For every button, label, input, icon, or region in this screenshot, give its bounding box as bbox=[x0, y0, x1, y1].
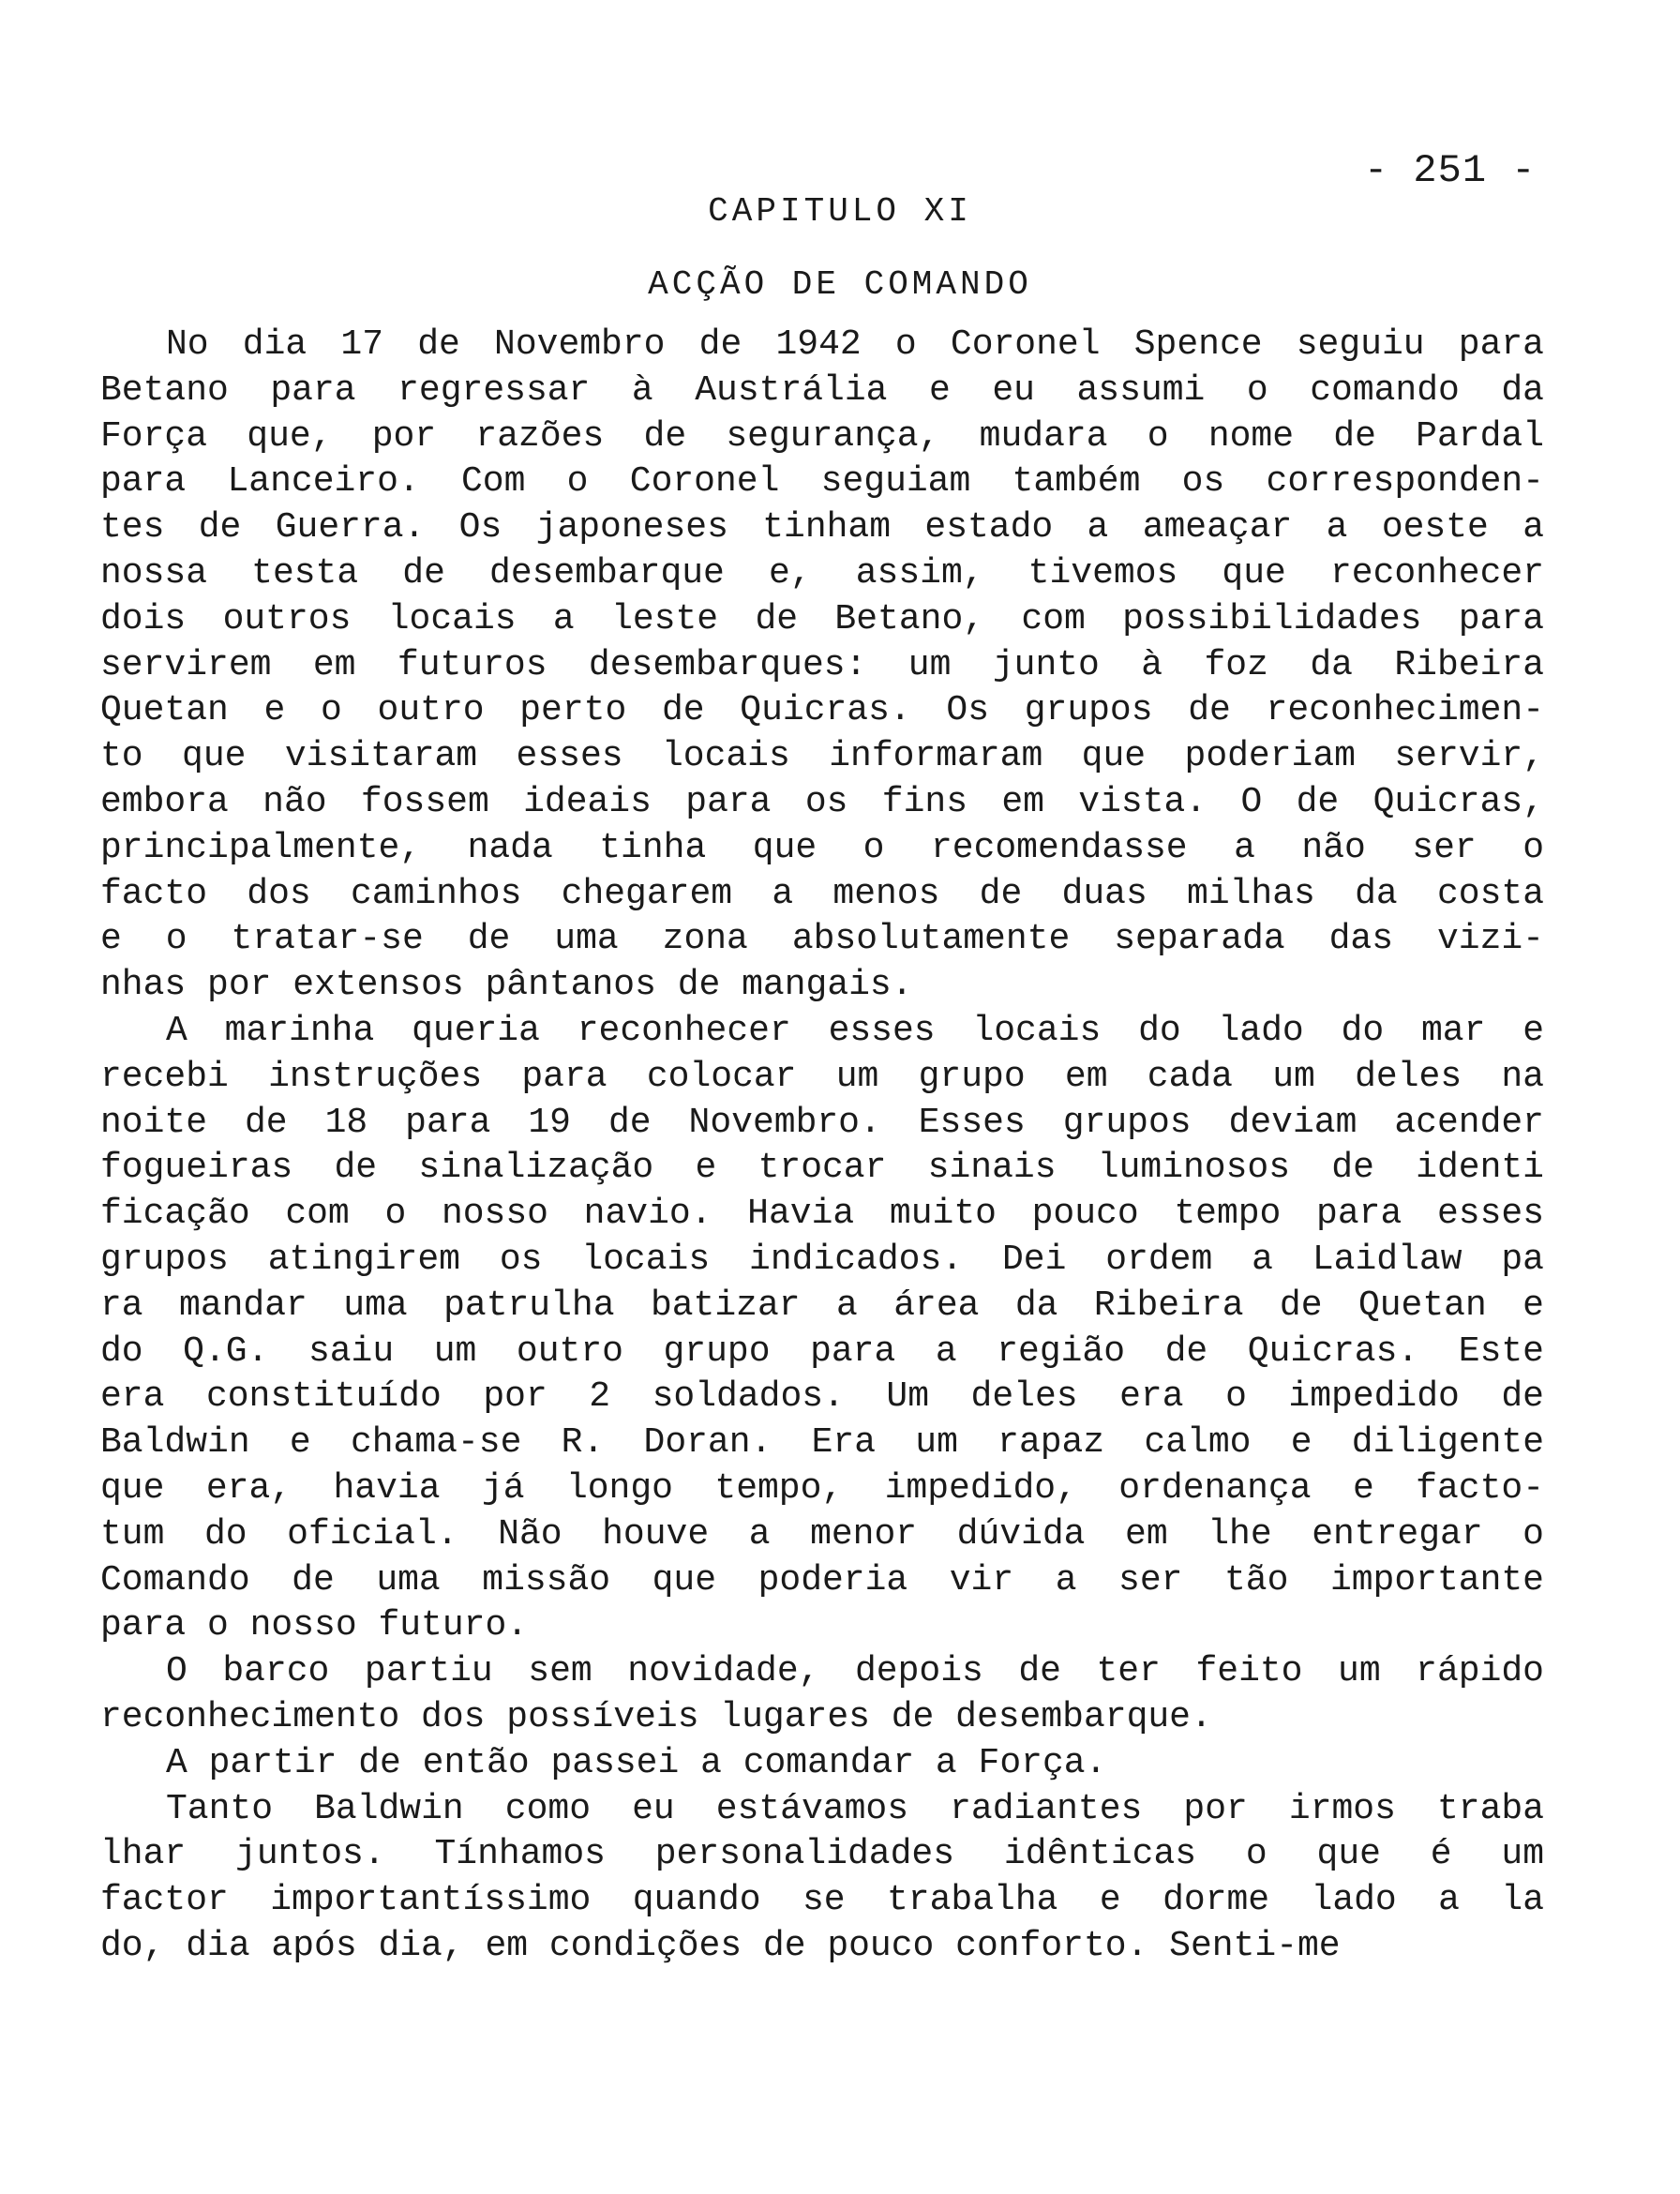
chapter-subtitle: ACÇÃO DE COMANDO bbox=[648, 265, 1032, 304]
text-line: lhar juntos. Tínhamos personalidades idênticas o que é um bbox=[100, 1834, 1544, 1875]
chapter-title: CAPITULO XI bbox=[708, 192, 972, 231]
text-line: dois outros locais a leste de Betano, com possibilidades para bbox=[100, 598, 1544, 639]
text-line: No dia 17 de Novembro de 1942 o Coronel Spence seguiu para bbox=[166, 324, 1544, 365]
text-line: to que visitaram esses locais informaram que poderiam servir, bbox=[100, 736, 1544, 777]
text-line: reconhecimento dos possíveis lugares de desembarque. bbox=[100, 1696, 1212, 1737]
text-line: O barco partiu sem novidade, depois de ter feito um rápido bbox=[166, 1651, 1544, 1692]
text-line: A marinha queria reconhecer esses locais do lado do mar e bbox=[166, 1010, 1544, 1051]
text-line: embora não fossem ideais para os fins em vista. O de Quicras, bbox=[100, 781, 1544, 822]
text-line: nhas por extensos pântanos de mangais. bbox=[100, 965, 913, 1006]
text-line: para o nosso futuro. bbox=[100, 1605, 529, 1646]
text-line: fogueiras de sinalização e trocar sinais luminosos de identi bbox=[100, 1148, 1544, 1189]
text-line: Força que, por razões de segurança, mudara o nome de Pardal bbox=[100, 415, 1544, 457]
text-line: era constituído por 2 soldados. Um deles era o impedido de bbox=[100, 1376, 1544, 1418]
text-line: recebi instruções para colocar um grupo em cada um deles na bbox=[100, 1056, 1544, 1097]
text-line: para Lanceiro. Com o Coronel seguiam também os corresponden- bbox=[100, 461, 1544, 503]
text-line: grupos atingirem os locais indicados. Dei ordem a Laidlaw pa bbox=[100, 1239, 1544, 1280]
text-line: tes de Guerra. Os japoneses tinham estado a ameaçar a oeste a bbox=[100, 507, 1544, 548]
text-line: do Q.G. saiu um outro grupo para a região de Quicras. Este bbox=[100, 1330, 1544, 1372]
text-line: principalmente, nada tinha que o recomendasse a não ser o bbox=[100, 827, 1544, 868]
text-line: Betano para regressar à Austrália e eu assumi o comando da bbox=[100, 369, 1544, 411]
paragraph bbox=[100, 1649, 1544, 1741]
text-line: que era, havia já longo tempo, impedido, ordenança e facto- bbox=[100, 1467, 1544, 1509]
text-line: Baldwin e chama-se R. Doran. Era um rapaz calmo e diligente bbox=[100, 1422, 1544, 1464]
paragraph bbox=[100, 1741, 1544, 1787]
text-line: nossa testa de desembarque e, assim, tivemos que reconhecer bbox=[100, 552, 1544, 594]
text-line: Quetan e o outro perto de Quicras. Os grupos de reconhecimen- bbox=[100, 690, 1544, 731]
text-line: do, dia após dia, em condições de pouco conforto. Senti-me bbox=[100, 1925, 1341, 1966]
text-line: ra mandar uma patrulha batizar a área da Ribeira de Quetan e bbox=[100, 1285, 1544, 1326]
text-line: servirem em futuros desembarques: um junto à foz da Ribeira bbox=[100, 644, 1544, 685]
text-line: tum do oficial. Não houve a menor dúvida em lhe entregar o bbox=[100, 1513, 1544, 1555]
paragraph bbox=[100, 1787, 1544, 1970]
text-line: noite de 18 para 19 de Novembro. Esses grupos deviam acender bbox=[100, 1102, 1544, 1143]
paragraph bbox=[100, 323, 1544, 1009]
text-line: ficação com o nosso navio. Havia muito pouco tempo para esses bbox=[100, 1194, 1544, 1235]
text-line: factor importantíssimo quando se trabalha e dorme lado a la bbox=[100, 1880, 1544, 1921]
body-text bbox=[100, 323, 1544, 1970]
page-number: - 251 - bbox=[1364, 148, 1537, 193]
text-line: Tanto Baldwin como eu estávamos radiantes por irmos traba bbox=[166, 1788, 1544, 1829]
paragraph bbox=[100, 1009, 1544, 1649]
text-line: Comando de uma missão que poderia vir a ser tão importante bbox=[100, 1559, 1544, 1600]
text-line: e o tratar-se de uma zona absolutamente separada das vizi- bbox=[100, 919, 1544, 960]
text-line: facto dos caminhos chegarem a menos de duas milhas da costa bbox=[100, 873, 1544, 914]
text-line: A partir de então passei a comandar a Força. bbox=[166, 1742, 1107, 1783]
